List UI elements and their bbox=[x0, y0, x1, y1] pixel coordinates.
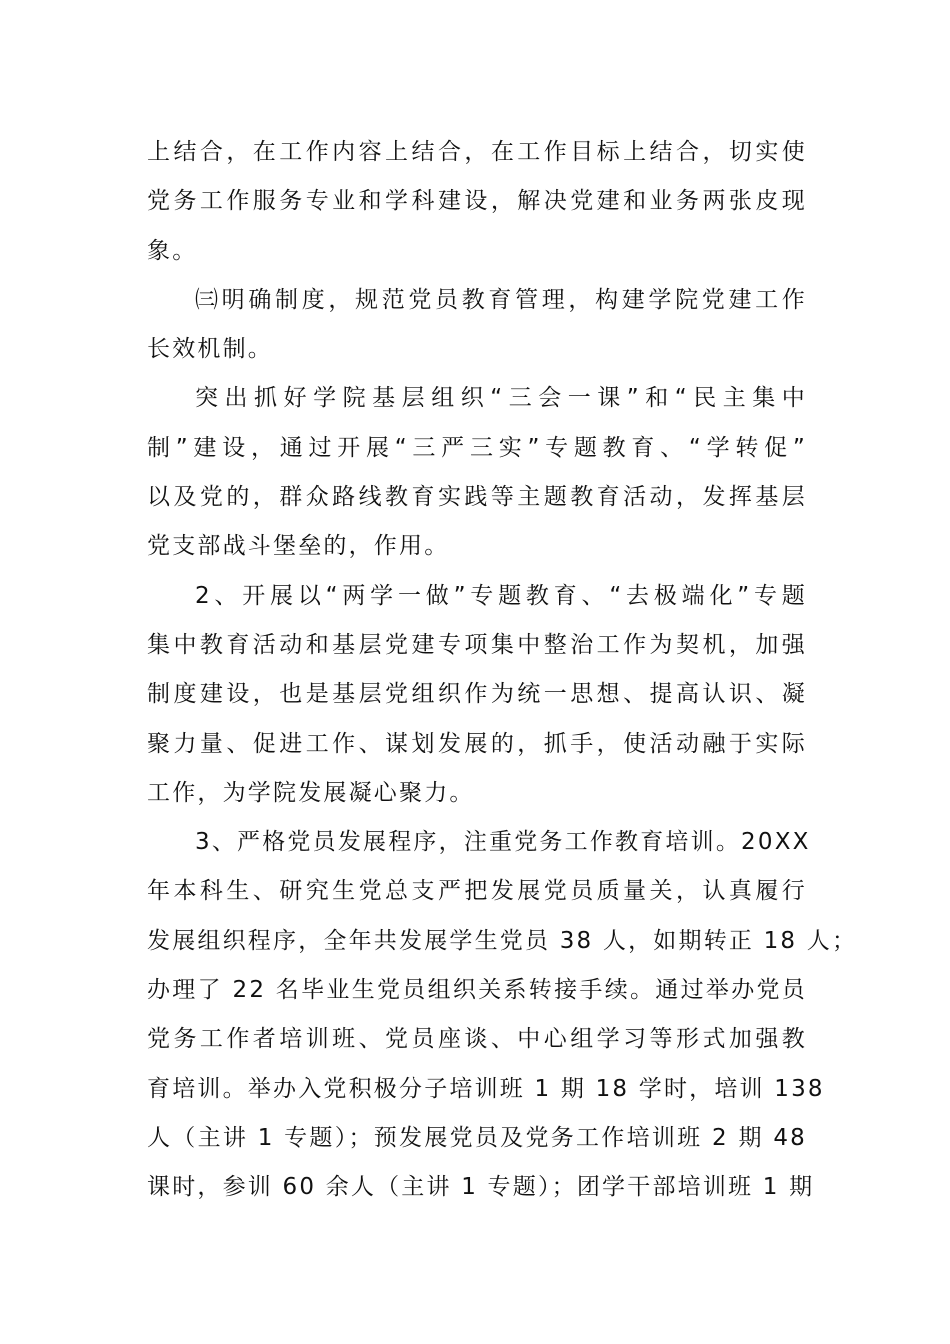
text-line: 育培训。举办入党积极分子培训班 1 期 18 学时，培训 138 bbox=[147, 1075, 825, 1102]
text-line: 聚力量、促进工作、谋划发展的，抓手，使活动融于实际 bbox=[147, 730, 807, 757]
text-line: 年本科生、研究生党总支严把发展党员质量关，认真履行 bbox=[147, 878, 807, 905]
text-line: 上结合，在工作内容上结合，在工作目标上结合，切实使 bbox=[147, 139, 807, 165]
text-line: 课时，参训 60 余人（主讲 1 专题）；团学干部培训班 1 期 bbox=[147, 1174, 815, 1201]
text-line: 3、严格党员发展程序，注重党务工作教育培训。20XX bbox=[195, 829, 811, 856]
text-line: 集中教育活动和基层党建专项集中整治工作为契机，加强 bbox=[147, 631, 807, 658]
text-line: 党务工作服务专业和学科建设，解决党建和业务两张皮现 bbox=[147, 188, 807, 215]
text-line: 党支部战斗堡垒的，作用。 bbox=[147, 533, 450, 560]
text-line: 长效机制。 bbox=[147, 336, 273, 363]
text-line: 党务工作者培训班、党员座谈、中心组学习等形式加强教 bbox=[147, 1026, 807, 1053]
text-line: 突出抓好学院基层组织“三会一课”和“民主集中 bbox=[195, 385, 807, 412]
text-line: 人（主讲 1 专题）；预发展党员及党务工作培训班 2 期 48 bbox=[147, 1124, 807, 1151]
text-line: 制度建设，也是基层党组织作为统一思想、提高认识、凝 bbox=[147, 681, 807, 708]
text-line: 发展组织程序，全年共发展学生党员 38 人，如期转正 18 人； bbox=[147, 927, 858, 954]
text-line: 象。 bbox=[147, 237, 198, 264]
text-line: 办理了 22 名毕业生党员组织关系转接手续。通过举办党员 bbox=[147, 977, 807, 1004]
text-line: ㈢明确制度，规范党员教育管理，构建学院党建工作 bbox=[195, 286, 807, 313]
text-line: 以及党的，群众路线教育实践等主题教育活动，发挥基层 bbox=[147, 484, 807, 511]
document-body-text bbox=[147, 128, 858, 1213]
text-line: 2、开展以“两学一做”专题教育、“去极端化”专题 bbox=[195, 582, 807, 609]
text-line: 制”建设，通过开展“三严三实”专题教育、“学转促” bbox=[147, 434, 807, 461]
text-line: 工作，为学院发展凝心聚力。 bbox=[147, 779, 475, 806]
